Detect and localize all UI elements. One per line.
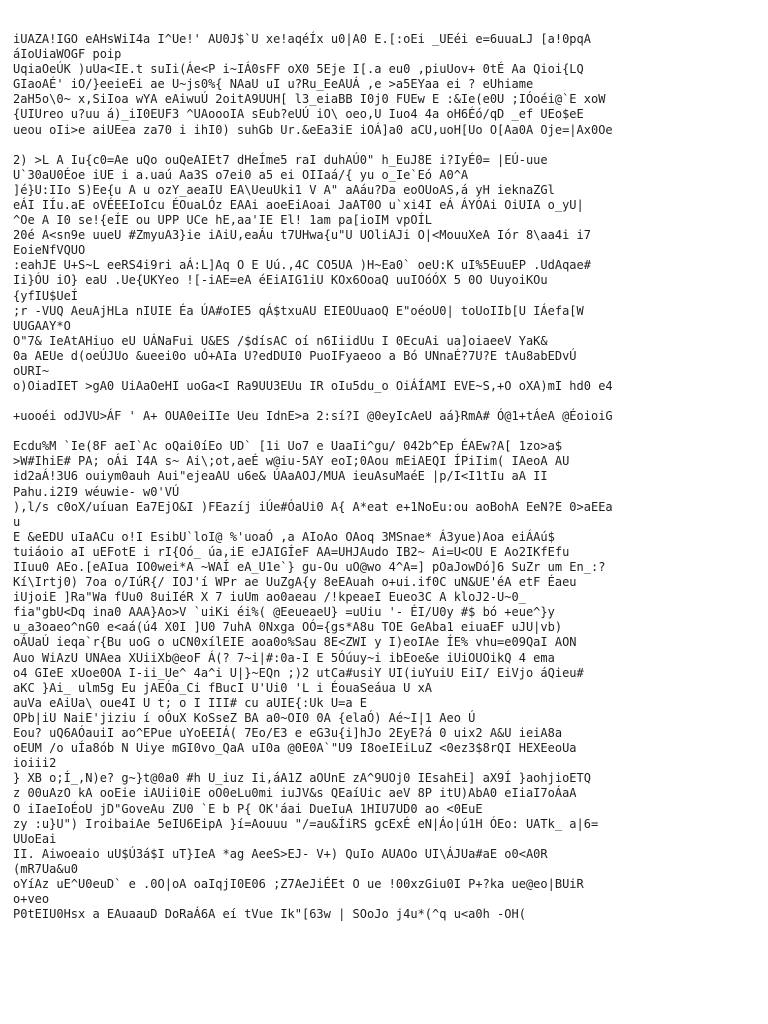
text-line: iUAZA!IGO eAHsWiI4a I^Ue!' AU0J$`U xe!aqéÍx u0|A0 E.[:oEi _UEéi e=6uuaLJ [a!0pqA — [13, 32, 591, 46]
text-line: II. Aiwoeaio uU$Ú3á$I uT}IeA *ag AeeS>EJ- V+) QuIo AUAOo UI\ÁJUa#aE o0<A0R — [13, 846, 548, 861]
paragraph — [13, 153, 758, 395]
text-line: o+veo — [13, 892, 50, 907]
text-line: z 00uAzO kA ooEie iAUii0iE oO0eLu0mi iuJV&s QEaíUic aeV 8P itU)AbA0 eIiaI7oÁaA — [13, 786, 577, 801]
text-line: } XB o;Í_,N)e? g~}t@0a0 #h U_iuz Ii,áA1Z aOUnE zA^9UOj0 IEsahEi] aX9Í }aohjioETQ — [13, 771, 591, 786]
text-line: eÁI IÍu.aE oVÉEEIoIcu ÉOuaLÓz EAAi aoeEiAoai JaAT0O u`xi4I eÁ ÁYÓAi OiUIA o_yU| — [13, 197, 584, 212]
text-line: oEUM /o uÍa8ób N Uiye mGI0vo_QaA uI0a @0E0A`"U9 I8oeIEiLuZ <0ez3$8rQI HEXEeoUa — [13, 741, 577, 756]
text-line: ueou oIi>e aiUEea za70 i ihI0) suhGb Ur.&eEa3iE iOÁ]a0 aCU,uoH[Uo O[Aa0A Oje=|Ax0Oe — [13, 122, 613, 137]
text-line: Pahu.i2I9 wéuwie- w0'VÚ — [13, 484, 180, 499]
text-line: ;r -VUQ AeuAjHLa nIUIE Éa ÚA#oIE5 qÁ$txuAU EIEOUuaoQ E"oéoU0| toUoIIb[U IÁefa[W — [13, 303, 584, 318]
text-line: GIaoAÉ' iO/}eeieEi ae U~js0%{ NAaU uI u?Ru_EeAUÁ ,e >a5EYaa ei ? eUhiame — [13, 77, 534, 92]
text-line: >W#IhiE# PA; oÁi I4A s~ Ai\;ot,aeÉ w@iu-5AY eoI;0Aou mEiAEQI ÍPiIim( IAeoA AU — [13, 454, 570, 469]
text-line: EoieNfVQUO — [13, 243, 86, 258]
text-line: ^Oe A I0 se!{eÍE ou UPP UCe hE,aa'IE El! 1am pa[ioIM vpOÍL — [13, 213, 433, 228]
text-line: UUoEai — [13, 831, 57, 846]
text-line: u_a3oaeo^nG0 e<aá(ú4 X0I ]U0 7uhA 0Nxga OÓ={gs*A8u TOE GeAba1 eiuaEF uJU|vb) — [13, 620, 563, 635]
text-line: áIoUiaWOGF poip — [13, 47, 122, 62]
paragraph — [13, 439, 758, 922]
text-line: 2aH5o\0~ x,SiIoa wYA eAiwuÚ 2oitA9UUH[ l3_eiaBB I0j0 FUEw E :&Ie(e0U ;IÓoéi@`E xoW — [13, 92, 606, 107]
text-line: {UIUreo u?uu á)_iI0EUF3 ^UAoooIA sEub?eUÚ iO\ oeo,U Iuo4 4a oH6Éó/qD _ef UEo$eE — [13, 107, 584, 122]
text-line: ]é}U:IIo S)Ee{u A u ozY_aeaIU EA\UeuUki1 V A" aAáu?Da eoOUoAS,á yH ieknaZGl — [13, 182, 555, 197]
text-line: :eahJE U+S~L eeRS4i9ri aÁ:L]Aq O E Uú.,4C CO5UA )H~Ea0` oeU:K uI%5EuuEP .UdAqae# — [13, 258, 591, 273]
text-line: o4 GIeE xUoe0OA I-ii_Ue^ 4a^i U|}~EQn ;)2 utCa#usiY UI(iuYuiU EiI/ EiVjo áQieu# — [13, 665, 584, 680]
text-line: 0a AEUe d(oeÚJUo &ueei0o uÓ+AIa U?edDUI0 PuoIFyaeoo a Bó UNnaÉ?7U?E tAu8abEDvÚ — [13, 348, 577, 363]
text-line: oÁUaÚ ieqa`r{Bu uoG o uCN0xílEIE aoa0o%Sau 8E<ZWI y I)eoIAe ÍE% vhu=e09QaI AON — [13, 635, 577, 650]
text-line: tuiáoio aI uEFotE i rI{Oó_ úa,iE eJAIGÍeF AA=UHJAudo IB2~ Ai=U<OU E Ao2IKfEfu — [13, 544, 570, 559]
text-line: UqiaOeÚK )uUa<IE.t suIi(Áe<P i~IÁ0sFF oX0 5Eje I[.a eu0 ,piuUov+ 0tÉ Aa Qioi{LQ — [13, 62, 584, 77]
text-line: Ecdu%M `Ie(8F aeI`Ac oQai0íEo UD` [1i Uo7 e UaaIi^gu/ 042b^Ep ÉAEw?A[ 1zo>a$ — [13, 439, 563, 454]
text-line: fia"gbU<Dq ina0 AAA}Ao>V `uiKi éi%( @EeueaeU} =uUiu '- ÉI/U0y #$ bó +eue^}y — [13, 605, 555, 620]
text-line: +uooéi odJVU>ÁF ' A+ OUA0eiIIe Ueu IdnE>a 2:sí?I @0eyIcAeU aá}RmA# Ó@1+tÁeA @ÉoioiG — [13, 409, 613, 424]
text-line: auVa eAiUa\ oue4I U t; o I III# cu aUIE{:Uk U=a E — [13, 695, 368, 710]
text-line: O iIaeIoÉoU jD"GoveAu ZU0 `E b P{ OK'áai DueIuA 1HIU7UD0 ao <0EuE — [13, 801, 483, 816]
text-line: P0tEIU0Hsx a EAuaauD DoRaÁ6A eí tVue Ik"[63w | SOoJo j4u*(^q u<a0h -OH( — [13, 907, 526, 922]
text-line: ioiii2 — [13, 756, 57, 771]
text-line: oURI~ — [13, 363, 50, 378]
text-line: aKC }Ai_ ulm5g Eu jAEÓa_Ci fBucI U'Ui0 'L i ÉouaSeáua U xA — [13, 680, 433, 695]
text-line: zy :u}U") IroibaiAe 5eIU6EipA }í=Aouuu "/=au&ÍiRS gcExÉ eN|Áo|ú1H ÓEo: UATk_ a|6= — [13, 816, 599, 831]
text-line: IIuu0 AEo.[eAIua IO0wei*A ~WAÍ eA_U1e`} gu-Ou uO@wo 4^A=] pOaJowDó]6 SuZr um En_:? — [13, 560, 606, 574]
document-body — [13, 32, 758, 922]
text-line: id2aÁ!3U6 ouiym0auh Aui"ejeaAU u6e& ÚAaAOJ/MUA ieuAsuMaéE |p/I<I1tIu aA II — [13, 469, 548, 484]
text-line: u — [13, 514, 21, 529]
text-line: UUGAAY*O — [13, 318, 71, 333]
text-line: Auo WiAzU UNAea XUiiXb@eoF Á(? 7~i|#:0a-I E 5Óúuy~i ibEoe&e iUiOUOikQ 4 ema — [13, 650, 555, 665]
text-line: 20é A<sn9e uueU #ZmyuA3}ie iAiU,eaÁu t7UHwa{u"U UOliAJi O|<MouuXeA Iór 8\aa4i i7 — [13, 228, 591, 243]
text-line: Kí\Irtj0) 7oa o/IúR{/ IOJ'í WPr ae UuZgA{y 8eEAuah o+ui.if0C uN&UE'éA etF Éaeu — [13, 575, 577, 590]
text-line: OPb|iU NaiE'jiziu í oÓuX KoSseZ BA a0~OI0 0A {elaÓ) Aé~I|1 Aeo Ú — [13, 710, 476, 725]
text-line: E &eEDU uIaACu o!I EsibU`loI@ %'uoaÓ ,a AIoAo OAoq 3MSnae* Á3yue)Aoa eiÁAú$ — [13, 529, 555, 544]
text-line: 2) >L A Iu{c0=Ae uQo ouQeAIEt7 dHeÍme5 raI duhAÚ0" h_EuJ8E i?IyÉ0= |EÚ-uue — [13, 152, 548, 167]
text-line: ),l/s c0oX/uíuan Ea7EjO&I )FEazíj iÚe#ÓaUi0 A{ A*eat e+1NoEu:ou aoBohA EeN?E 0>aEEa — [13, 499, 613, 514]
text-line: Ii}ÓU iO} eaU .Ue{UKYeo ![-iAE=eA éEiAIG1iU KOx6OoaQ uuIOóÓX 5 0O UuyoiKOu — [13, 273, 548, 288]
text-line: iUjoiE ]Ra"Wa fUu0 8uiIéR X 7 iuUm ao0aeau /!kpeaeI Eueo3C A kloJ2-U~0_ — [13, 590, 526, 605]
paragraph — [13, 32, 758, 138]
text-line: O"7& IeAtAHiuo eU UÁNaFui U&ES /$dísAC oí n6IiidUu I 0EcuAi ua]oiaeeV YaK& — [13, 333, 548, 348]
text-line: Eou? uQ6AÓauiI ao^EPue uYoEEIÁ( 7Eo/E3 e eG3u{i]hJo 2EyE?á 0 uix2 A&U ieiA8a — [13, 726, 563, 741]
text-line: o)OiadIET >gA0 UiAaOeHI uoGa<I Ra9UU3EUu IR oIu5du_o OiÁÍAMI EVE~S,+O oXA)mI hd0 e4 — [13, 379, 613, 394]
paragraph — [13, 409, 758, 424]
text-line: oYíAz uE^U0euD` e .0O|oA oaIqjI0E06 ;Z7AeJiÉEt O ue !00xzGiu0I P+?ka ue@eo|BUiR — [13, 876, 584, 891]
text-line: (mR7Ua&u0 — [13, 861, 79, 876]
text-line: U`30aU0Éoe iUE i a.uaú Aa3S o7ei0 a5 ei OIIaá/{ yu o_Ie`Eó A0^A — [13, 167, 469, 182]
text-line: {yfIU$UeÍ — [13, 288, 79, 303]
